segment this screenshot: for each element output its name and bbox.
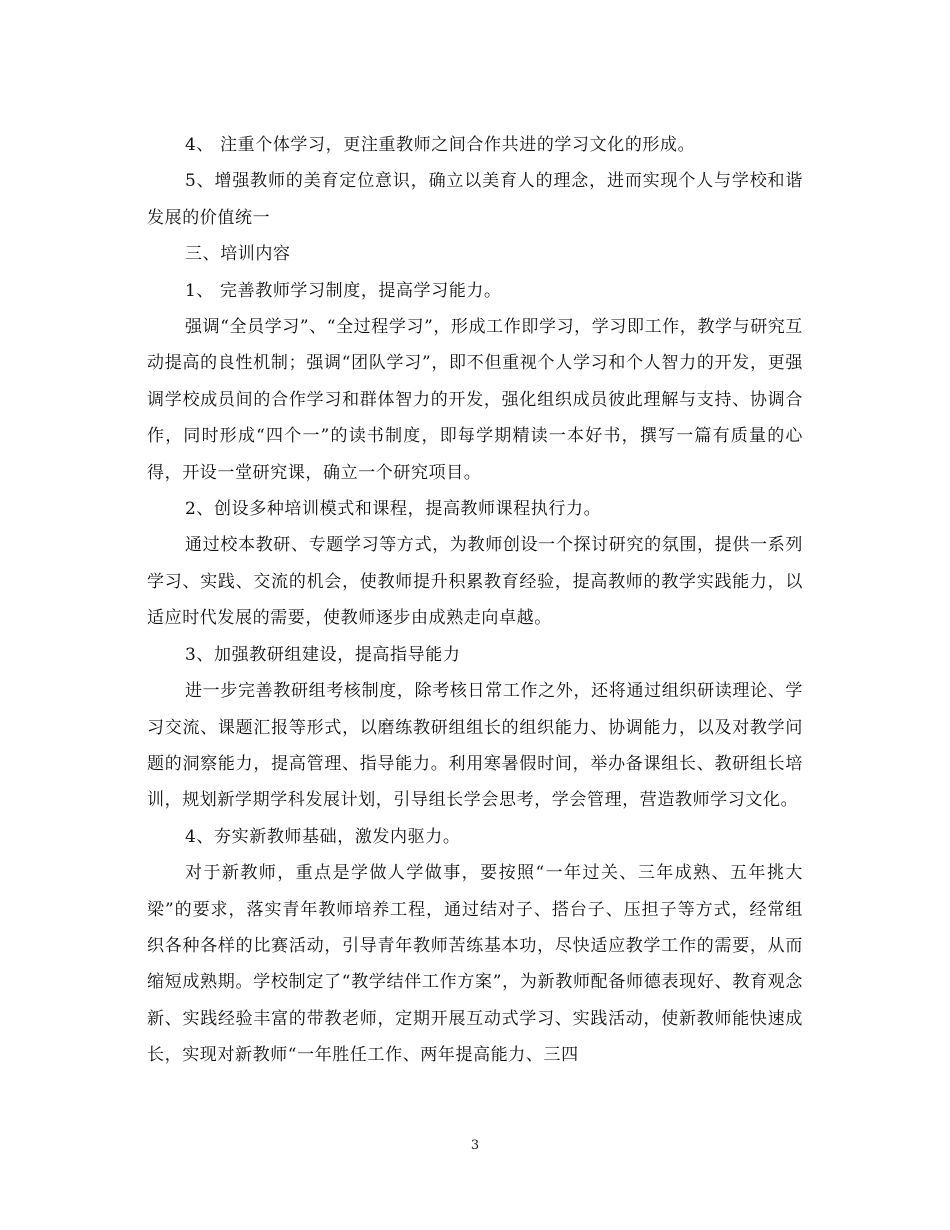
section-heading-training-content: 三、培训内容 bbox=[185, 244, 291, 265]
document-body bbox=[147, 127, 803, 1074]
paragraph-research-groups: 进一步完善教研组考核制度，除考核日常工作之外，还将通过组织研读理论、学习交流、课题汇报等形式，以磨练教研组组长的组织能力、协调能力，以及对教学问题的洞察能力，提高管理、指导能力。利用寒暑假时间，举办备课组长、教研组长培训，规划新学期学科发展计划，引导组长学会思考，学会管理，营造教师学习文化。 bbox=[147, 681, 803, 811]
paragraph-learning-system: 强调“全员学习”、“全过程学习”，形成工作即学习，学习即工作，教学与研究互动提高的良性机制；强调“团队学习”，即不但重视个人学习和个人智力的开发，更强调学校成员间的合作学习和群体智力的开发，强化组织成员彼此理解与支持、协调合作，同时形成“四个一”的读书制度，即每学期精读一本好书，撰写一篇有质量的心得，开设一堂研究课，确立一个研究项目。 bbox=[147, 317, 803, 483]
paragraph-item-4: 4、 注重个体学习，更注重教师之间合作共进的学习文化的形成。 bbox=[185, 135, 696, 155]
subheading-learning-system: 1、 完善教师学习制度，提高学习能力。 bbox=[185, 280, 502, 301]
subheading-new-teachers: 4、夯实新教师基础，激发内驱力。 bbox=[185, 826, 461, 847]
paragraph-training-modes: 通过校本教研、专题学习等方式，为教师创设一个探讨研究的氛围，提供一系列学习、实践、交流的机会，使教师提升积累教育经验，提高教师的教学实践能力，以适应时代发展的需要，使教师逐步由成熟走向卓越。 bbox=[147, 535, 803, 629]
paragraph-new-teachers: 对于新教师，重点是学做人学做事，要按照“一年过关、三年成熟、五年挑大梁”的要求，落实青年教师培养工程，通过结对子、搭台子、压担子等方式，经常组织各种各样的比赛活动，引导青年教师苦练基本功，尽快适应教学工作的需要，从而缩短成熟期。学校制定了“教学结伴工作方案”，为新教师配备师德表现好、教育观念新、实践经验丰富的带教老师，定期开展互动式学习、实践活动，使新教师能快速成长，实现对新教师“一年胜任工作、两年提高能力、三四 bbox=[147, 863, 803, 1066]
page-number: 3 bbox=[470, 1138, 480, 1153]
subheading-training-modes: 2、创设多种培训模式和课程，提高教师课程执行力。 bbox=[185, 499, 602, 520]
subheading-research-groups: 3、加强教研组建设，提高指导能力 bbox=[185, 644, 461, 665]
paragraph-item-5: 5、增强教师的美育定位意识，确立以美育人的理念，进而实现个人与学校和谐发展的价值统一 bbox=[147, 171, 803, 228]
